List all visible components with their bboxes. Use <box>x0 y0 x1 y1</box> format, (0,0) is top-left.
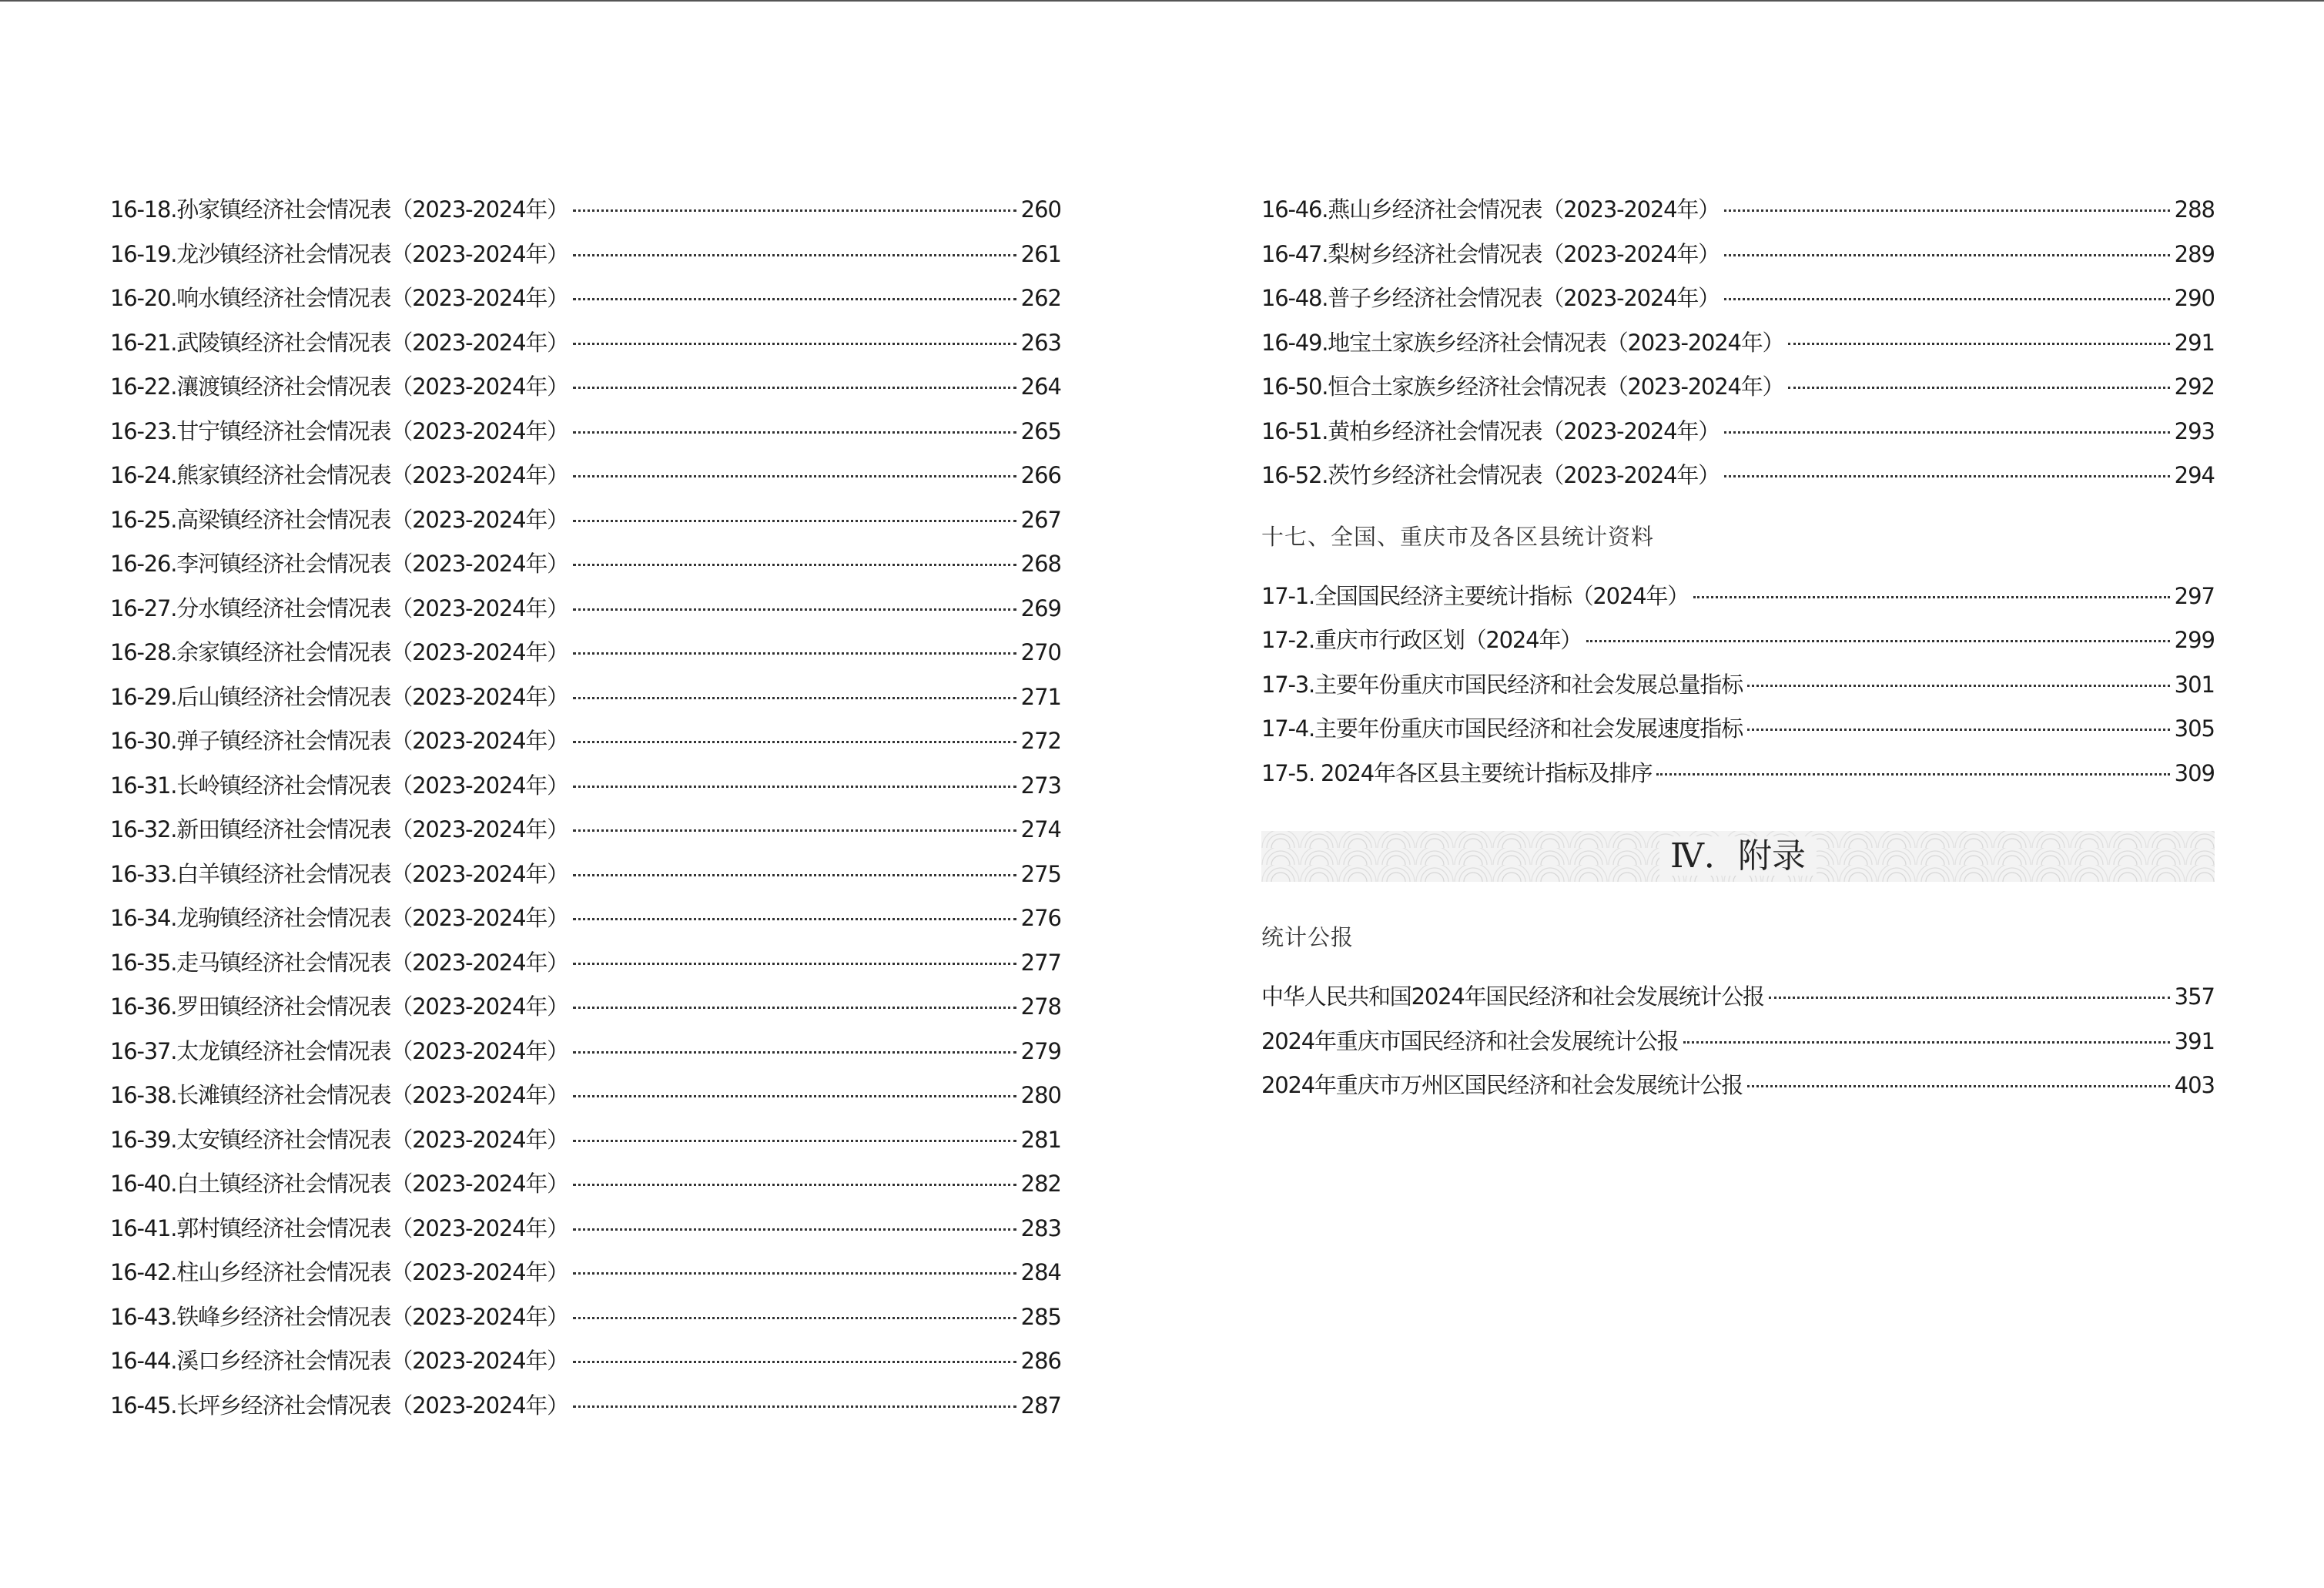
dot-leader <box>1747 685 2170 687</box>
dot-leader <box>573 918 1016 920</box>
toc-entry-page-number: 265 <box>1020 417 1061 444</box>
toc-entry-page-number: 267 <box>1020 506 1061 533</box>
toc-entry[interactable] <box>1261 707 2215 752</box>
toc-entry-page-number: 293 <box>2174 417 2215 444</box>
dot-leader <box>573 520 1016 522</box>
dot-leader <box>573 564 1016 566</box>
toc-entry-page-number: 271 <box>1020 683 1061 710</box>
dot-leader <box>1769 997 2170 999</box>
dot-leader <box>1724 475 2170 477</box>
toc-entry-title: 17-1.全国国民经济主要统计指标（2024年） <box>1261 582 1689 609</box>
toc-entry-page-number: 309 <box>2174 759 2215 786</box>
dot-leader <box>573 874 1016 876</box>
toc-entry-page-number: 282 <box>1020 1171 1061 1197</box>
toc-entry-title: 16-26.李河镇经济社会情况表（2023-2024年） <box>110 551 568 577</box>
toc-entry-title: 16-40.白土镇经济社会情况表（2023-2024年） <box>110 1171 568 1197</box>
toc-entry[interactable] <box>1261 454 2215 498</box>
toc-entry[interactable] <box>1261 276 2215 321</box>
dot-leader <box>573 697 1016 699</box>
toc-entry[interactable] <box>110 1030 1061 1074</box>
toc-entry-title: 17-2.重庆市行政区划（2024年） <box>1261 627 1582 653</box>
toc-entry[interactable] <box>110 808 1061 853</box>
toc-entry-title: 17-5. 2024年各区县主要统计指标及排序 <box>1261 759 1653 786</box>
toc-entry[interactable] <box>110 764 1061 809</box>
toc-entry-title: 16-38.长滩镇经济社会情况表（2023-2024年） <box>110 1082 568 1108</box>
toc-entry[interactable] <box>110 454 1061 498</box>
dot-leader <box>573 1361 1016 1363</box>
bulletin-list <box>1261 975 2215 1108</box>
dot-leader <box>573 1272 1016 1275</box>
dot-leader <box>1747 729 2170 731</box>
dot-leader <box>573 1228 1016 1231</box>
toc-entry-title: 16-18.孙家镇经济社会情况表（2023-2024年） <box>110 196 568 223</box>
dot-leader <box>573 209 1016 212</box>
dot-leader <box>1656 773 2169 776</box>
appendix-banner <box>1261 831 2215 882</box>
toc-entry-page-number: 291 <box>2174 329 2215 356</box>
toc-entry[interactable] <box>110 276 1061 321</box>
toc-entry-page-number: 264 <box>1020 374 1061 400</box>
dot-leader <box>1747 1085 2170 1087</box>
toc-entry-page-number: 276 <box>1020 905 1061 931</box>
toc-entry[interactable] <box>110 410 1061 454</box>
toc-entry-title: 16-22.瀼渡镇经济社会情况表（2023-2024年） <box>110 374 568 400</box>
toc-entry[interactable] <box>110 719 1061 764</box>
toc-entry-page-number: 266 <box>1020 462 1061 488</box>
toc-entry-title: 16-46.燕山乡经济社会情况表（2023-2024年） <box>1261 196 1720 223</box>
toc-entry-page-number: 278 <box>1020 993 1061 1020</box>
toc-entry-title: 16-30.弹子镇经济社会情况表（2023-2024年） <box>110 728 568 754</box>
toc-entry-page-number: 289 <box>2174 240 2215 267</box>
toc-entry[interactable] <box>1261 752 2215 796</box>
top-border-line <box>0 0 2324 2</box>
dot-leader <box>573 652 1016 655</box>
toc-entry[interactable] <box>110 587 1061 632</box>
toc-entry-page-number: 294 <box>2174 462 2215 488</box>
toc-entry-page-number: 261 <box>1020 240 1061 267</box>
toc-entry[interactable] <box>110 1207 1061 1251</box>
toc-entry[interactable] <box>1261 410 2215 454</box>
toc-entry[interactable] <box>110 853 1061 897</box>
dot-leader <box>573 1007 1016 1009</box>
dot-leader <box>1693 596 2170 598</box>
toc-entry-page-number: 305 <box>2174 715 2215 742</box>
toc-entry[interactable] <box>110 1295 1061 1340</box>
dot-leader <box>1788 343 2169 345</box>
dot-leader <box>573 254 1016 256</box>
dot-leader <box>1724 209 2170 212</box>
toc-entry-page-number: 292 <box>2174 374 2215 400</box>
toc-entry-page-number: 268 <box>1020 551 1061 577</box>
toc-entry-title: 16-27.分水镇经济社会情况表（2023-2024年） <box>110 595 568 621</box>
toc-entry-title: 16-44.溪口乡经济社会情况表（2023-2024年） <box>110 1348 568 1374</box>
toc-entry-title: 17-4.主要年份重庆市国民经济和社会发展速度指标 <box>1261 715 1743 742</box>
dot-leader <box>1586 640 2170 642</box>
toc-entry-title: 16-39.太安镇经济社会情况表（2023-2024年） <box>110 1126 568 1153</box>
toc-entry-title: 16-24.熊家镇经济社会情况表（2023-2024年） <box>110 462 568 488</box>
dot-leader <box>1724 254 2170 256</box>
toc-entry-title: 16-25.高梁镇经济社会情况表（2023-2024年） <box>110 506 568 533</box>
toc-entry-page-number: 286 <box>1020 1348 1061 1374</box>
toc-entry[interactable] <box>1261 618 2215 663</box>
toc-entry[interactable] <box>110 896 1061 941</box>
toc-entry[interactable] <box>1261 975 2215 1020</box>
toc-entry[interactable] <box>110 675 1061 720</box>
toc-entry-page-number: 274 <box>1020 816 1061 843</box>
toc-entry[interactable] <box>110 542 1061 587</box>
dot-leader <box>573 963 1016 965</box>
toc-entry[interactable] <box>1261 663 2215 708</box>
toc-entry[interactable] <box>1261 233 2215 277</box>
toc-entry-page-number: 277 <box>1020 949 1061 976</box>
toc-entry[interactable] <box>1261 365 2215 410</box>
appendix-banner-title: Ⅳ．附录 <box>1659 836 1817 876</box>
toc-entry-title: 16-19.龙沙镇经济社会情况表（2023-2024年） <box>110 240 568 267</box>
toc-entry-title: 16-28.余家镇经济社会情况表（2023-2024年） <box>110 639 568 665</box>
toc-entry-title: 2024年重庆市万州区国民经济和社会发展统计公报 <box>1261 1072 1743 1098</box>
toc-entry-title: 16-21.武陵镇经济社会情况表（2023-2024年） <box>110 329 568 356</box>
toc-entry-title: 16-52.茨竹乡经济社会情况表（2023-2024年） <box>1261 462 1720 488</box>
toc-entry-page-number: 279 <box>1020 1037 1061 1064</box>
dot-leader <box>573 431 1016 434</box>
toc-entry-page-number: 287 <box>1020 1392 1061 1419</box>
toc-entry-page-number: 391 <box>2174 1027 2215 1054</box>
toc-entry-title: 16-37.太龙镇经济社会情况表（2023-2024年） <box>110 1037 568 1064</box>
dot-leader <box>573 608 1016 611</box>
toc-entry-page-number: 290 <box>2174 285 2215 311</box>
toc-entry[interactable] <box>110 941 1061 986</box>
toc-entry-page-number: 269 <box>1020 595 1061 621</box>
toc-entry[interactable] <box>110 631 1061 675</box>
dot-leader <box>573 1140 1016 1142</box>
toc-entry-page-number: 275 <box>1020 860 1061 887</box>
toc-entry[interactable] <box>110 1074 1061 1118</box>
toc-entry[interactable] <box>1261 321 2215 366</box>
dot-leader <box>1724 431 2170 434</box>
toc-entry[interactable] <box>110 498 1061 543</box>
toc-entry[interactable] <box>1261 575 2215 619</box>
toc-entry[interactable] <box>110 188 1061 233</box>
toc-entry-title: 16-23.甘宁镇经济社会情况表（2023-2024年） <box>110 417 568 444</box>
toc-entry-page-number: 280 <box>1020 1082 1061 1108</box>
toc-entry-title: 中华人民共和国2024年国民经济和社会发展统计公报 <box>1261 983 1764 1010</box>
toc-entry-page-number: 283 <box>1020 1214 1061 1241</box>
toc-entry-page-number: 263 <box>1020 329 1061 356</box>
toc-entry-title: 16-29.后山镇经济社会情况表（2023-2024年） <box>110 683 568 710</box>
toc-entry-page-number: 285 <box>1020 1303 1061 1330</box>
dot-leader <box>573 298 1016 300</box>
toc-entry-title: 17-3.主要年份重庆市国民经济和社会发展总量指标 <box>1261 671 1743 698</box>
toc-entry-title: 16-49.地宝土家族乡经济社会情况表（2023-2024年） <box>1261 329 1784 356</box>
toc-entry-title: 16-35.走马镇经济社会情况表（2023-2024年） <box>110 949 568 976</box>
toc-entry-title: 16-51.黄柏乡经济社会情况表（2023-2024年） <box>1261 417 1720 444</box>
toc-entry[interactable] <box>1261 1020 2215 1064</box>
toc-entry-title: 16-48.普子乡经济社会情况表（2023-2024年） <box>1261 285 1720 311</box>
toc-entry-title: 16-42.柱山乡经济社会情况表（2023-2024年） <box>110 1259 568 1285</box>
dot-leader <box>573 786 1016 788</box>
toc-entry-title: 16-36.罗田镇经济社会情况表（2023-2024年） <box>110 993 568 1020</box>
toc-entry-page-number: 301 <box>2174 671 2215 698</box>
bulletin-heading: 统计公报 <box>1261 924 1355 950</box>
section-17-list <box>1261 575 2215 796</box>
toc-entry-title: 16-47.梨树乡经济社会情况表（2023-2024年） <box>1261 240 1720 267</box>
dot-leader <box>573 1317 1016 1319</box>
dot-leader <box>573 741 1016 743</box>
toc-entry[interactable] <box>1261 1064 2215 1108</box>
toc-entry[interactable] <box>1261 188 2215 233</box>
toc-entry-page-number: 288 <box>2174 196 2215 223</box>
toc-entry-page-number: 272 <box>1020 728 1061 754</box>
toc-entry-title: 16-20.响水镇经济社会情况表（2023-2024年） <box>110 285 568 311</box>
dot-leader <box>573 1095 1016 1097</box>
toc-right-column <box>1261 188 2215 1108</box>
toc-left-column <box>110 188 1061 1428</box>
toc-entry[interactable] <box>110 1251 1061 1295</box>
dot-leader <box>573 475 1016 477</box>
toc-entry[interactable] <box>110 985 1061 1030</box>
toc-entry[interactable] <box>110 1162 1061 1207</box>
toc-entry-page-number: 281 <box>1020 1126 1061 1153</box>
toc-entry[interactable] <box>110 1339 1061 1384</box>
dot-leader <box>573 829 1016 832</box>
dot-leader <box>573 1051 1016 1054</box>
toc-entry-page-number: 284 <box>1020 1259 1061 1285</box>
toc-entry-title: 16-31.长岭镇经济社会情况表（2023-2024年） <box>110 772 568 799</box>
toc-entry-title: 16-41.郭村镇经济社会情况表（2023-2024年） <box>110 1214 568 1241</box>
toc-entry-page-number: 403 <box>2174 1072 2215 1098</box>
toc-entry-page-number: 297 <box>2174 582 2215 609</box>
toc-entry-title: 16-45.长坪乡经济社会情况表（2023-2024年） <box>110 1392 568 1419</box>
toc-entry[interactable] <box>110 321 1061 366</box>
toc-entry-page-number: 270 <box>1020 639 1061 665</box>
toc-entry-title: 16-32.新田镇经济社会情况表（2023-2024年） <box>110 816 568 843</box>
toc-entry[interactable] <box>110 1384 1061 1429</box>
toc-entry-page-number: 357 <box>2174 983 2215 1010</box>
toc-entry[interactable] <box>110 365 1061 410</box>
dot-leader <box>573 343 1016 345</box>
toc-entry-page-number: 299 <box>2174 627 2215 653</box>
section-17-heading: 十七、全国、重庆市及各区县统计资料 <box>1261 523 1655 550</box>
section-16-continued-list <box>1261 188 2215 498</box>
dot-leader <box>573 387 1016 389</box>
dot-leader <box>573 1184 1016 1186</box>
toc-entry-page-number: 273 <box>1020 772 1061 799</box>
dot-leader <box>573 1405 1016 1408</box>
toc-entry-page-number: 262 <box>1020 285 1061 311</box>
toc-entry-title: 16-34.龙驹镇经济社会情况表（2023-2024年） <box>110 905 568 931</box>
toc-entry-title: 16-50.恒合土家族乡经济社会情况表（2023-2024年） <box>1261 374 1784 400</box>
toc-entry-title: 16-43.铁峰乡经济社会情况表（2023-2024年） <box>110 1303 568 1330</box>
toc-entry-page-number: 260 <box>1020 196 1061 223</box>
toc-entry[interactable] <box>110 233 1061 277</box>
dot-leader <box>1788 387 2169 389</box>
toc-entry-title: 16-33.白羊镇经济社会情况表（2023-2024年） <box>110 860 568 887</box>
dot-leader <box>1724 298 2170 300</box>
toc-entry[interactable] <box>110 1118 1061 1163</box>
toc-entry-title: 2024年重庆市国民经济和社会发展统计公报 <box>1261 1027 1679 1054</box>
dot-leader <box>1683 1041 2170 1044</box>
